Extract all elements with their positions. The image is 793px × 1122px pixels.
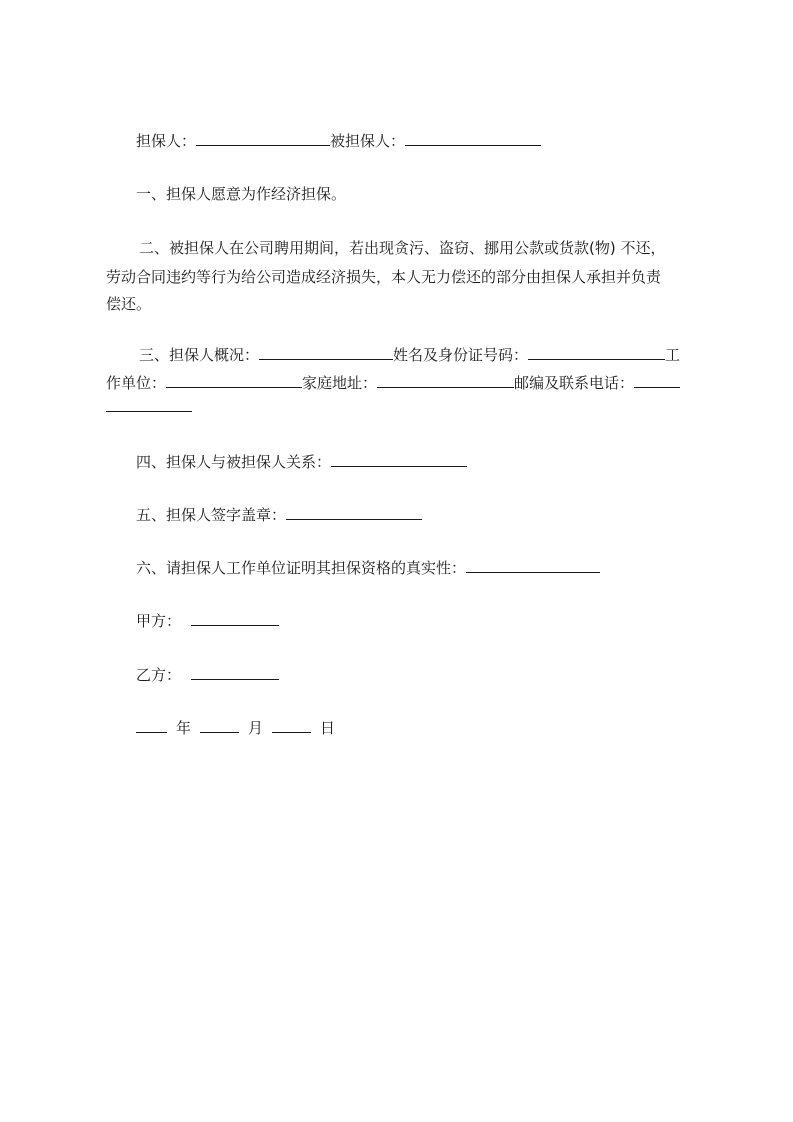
clause-3-blank-1[interactable] — [259, 345, 393, 360]
day-blank[interactable] — [272, 718, 311, 733]
year-blank[interactable] — [136, 718, 167, 733]
clause-3-blank-3[interactable] — [166, 373, 302, 388]
clause-3-blank-2[interactable] — [528, 345, 665, 360]
month-blank[interactable] — [200, 718, 239, 733]
party-a-label: 甲方： — [136, 612, 182, 630]
clause-6-blank[interactable] — [466, 558, 600, 573]
clause-2-line-2: 劳动合同违约等行为给公司造成经济损失，本人无力偿还的部分由担保人承担并负责 — [106, 268, 662, 286]
party-b-line — [136, 665, 736, 685]
header-line — [136, 131, 736, 151]
guaranteed-label: 被担保人： — [330, 132, 406, 150]
year-label: 年 — [176, 719, 192, 737]
party-b-label: 乙方： — [136, 666, 182, 684]
clause-5-blank[interactable] — [286, 505, 422, 520]
guarantor-label: 担保人： — [136, 132, 197, 150]
clause-3-name-id-label: 姓名及身份证号码： — [393, 346, 529, 364]
clause-4 — [136, 452, 736, 472]
guarantor-blank[interactable] — [196, 131, 330, 146]
clause-3-work-label: 作单位： — [106, 374, 167, 392]
clause-3-blank-5[interactable] — [634, 373, 680, 388]
party-b-blank[interactable] — [191, 665, 279, 680]
clause-3-label: 三、担保人概况： — [139, 346, 260, 364]
clause-2-line-1: 二、被担保人在公司聘用期间，若出现贪污、盗窃、挪用公款或货款(物) 不还， — [139, 239, 666, 257]
clause-6-label: 六、请担保人工作单位证明其担保资格的真实性： — [136, 559, 467, 577]
clause-4-label: 四、担保人与被担保人关系： — [136, 453, 332, 471]
clause-3-work-char: 工 — [665, 346, 681, 364]
clause-1: 一、担保人愿意为作经济担保。 — [136, 185, 347, 203]
clause-6 — [136, 558, 736, 578]
date-line — [136, 718, 736, 738]
clause-4-blank[interactable] — [331, 452, 467, 467]
day-label: 日 — [320, 719, 336, 737]
clause-2-line-3: 偿还。 — [106, 295, 152, 313]
clause-3-blank-4[interactable] — [377, 373, 514, 388]
guaranteed-blank[interactable] — [405, 131, 541, 146]
clause-3-line-1 — [139, 345, 739, 365]
clause-5-label: 五、担保人签字盖章： — [136, 506, 287, 524]
clause-3-postcode-label: 邮编及联系电话： — [514, 374, 635, 392]
month-label: 月 — [248, 719, 264, 737]
clause-5 — [136, 505, 736, 525]
clause-3-line-3 — [106, 397, 706, 417]
clause-3-address-label: 家庭地址： — [302, 374, 378, 392]
clause-3-line-2 — [106, 373, 706, 393]
clause-3-blank-5-cont[interactable] — [106, 397, 192, 412]
party-a-line — [136, 611, 736, 631]
party-a-blank[interactable] — [191, 611, 279, 626]
